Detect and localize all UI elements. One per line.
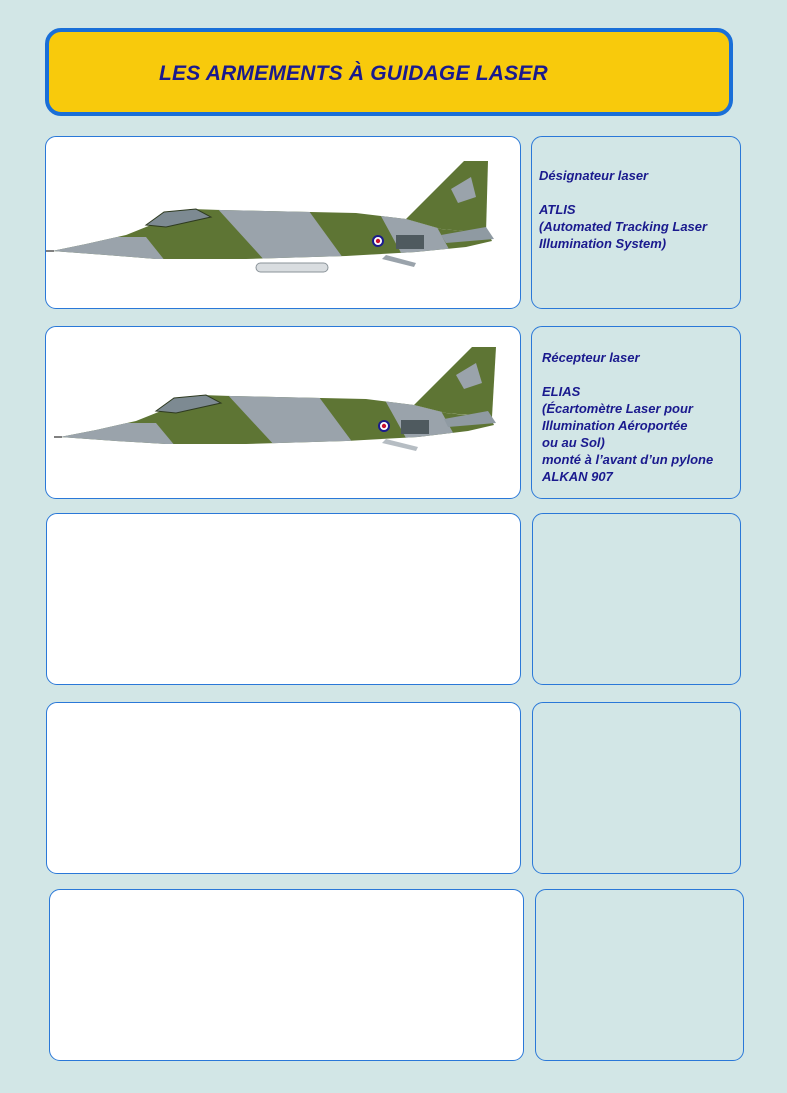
caption-panel-4 [532, 702, 741, 874]
caption-heading: Désignateur laser [539, 168, 649, 183]
image-panel-5 [49, 889, 524, 1061]
caption-panel-1 [531, 136, 741, 309]
caption-line: (Écartomètre Laser pour [542, 401, 693, 416]
image-panel-3 [46, 513, 521, 685]
caption-line: ATLIS [539, 202, 576, 217]
caption-panel-2 [531, 326, 741, 499]
jaguar-aircraft-illustration [46, 327, 522, 500]
caption-line: ALKAN 907 [542, 469, 613, 484]
page-title: LES ARMEMENTS À GUIDAGE LASER [159, 62, 548, 85]
caption-line: monté à l’avant d’un pylone [542, 452, 714, 467]
caption-panel-3 [532, 513, 741, 685]
caption-spacer [542, 366, 740, 383]
jaguar-aircraft-illustration [46, 137, 522, 310]
caption-line: ELIAS [542, 384, 581, 399]
caption-line: Illumination Aéroportée [542, 418, 688, 433]
caption-line: ou au Sol) [542, 435, 605, 450]
caption-panel-5 [535, 889, 744, 1061]
caption-spacer [539, 184, 740, 201]
image-panel-4 [46, 702, 521, 874]
caption-line: (Automated Tracking Laser [539, 219, 708, 234]
image-panel-2 [45, 326, 521, 499]
caption-heading: Récepteur laser [542, 350, 640, 365]
caption-line: Illumination System) [539, 236, 667, 251]
title-banner [45, 28, 733, 116]
image-panel-1 [45, 136, 521, 309]
